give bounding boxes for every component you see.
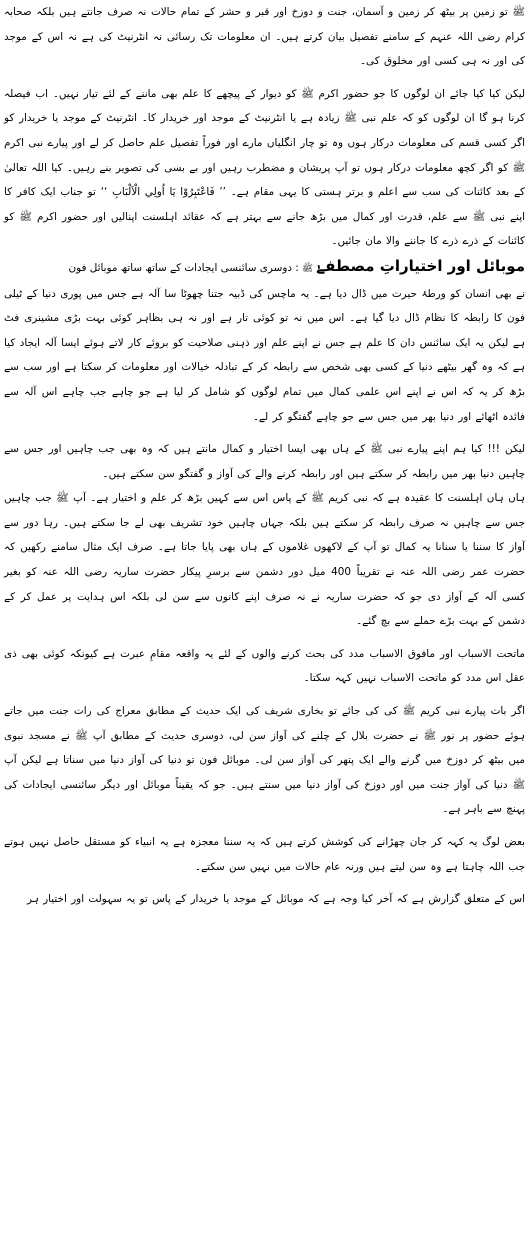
paragraph-5: ہاں ہاں اہلسنت کا عقیدہ ہے کہ نبی کریم ﷺ کے پاس اس سے کہیں بڑھ کر علم و اختیار ہے۔ آپ ﷺ جب چاہیں جس سے چاہیں نہ صرف رابطہ کر سکتے ہیں بلکہ جہاں چاہیں خود تشریف بھی لے جا سکتے ہیں۔ رہا دور سے آواز کا سننا یا سنانا یہ کمال تو آپ کے لاکھوں غلاموں کے ہاں بھی پایا جاتا ہے۔ صرف ایک مثال سامنے رکھیں کہ حضرت عمر رضی اللہ عنہ نے تقریباً 400 میل دور دشمن سے برسرِ پیکار حضرت ساریہ رضی اللہ عنہ کو بغیر کسی آلہ کے آواز دی جو کہ حضرت ساریہ نے نہ صرف اپنے کانوں سے سن لی بلکہ اس ہدایت پر عمل کر کے دشمن کے بہت بڑے حملے سے بچ گئے۔ <box>4 492 525 628</box>
paragraph-gap <box>4 822 525 830</box>
paragraph-gap <box>4 429 525 437</box>
paragraph-2: لیکن کیا کیا جائے ان لوگوں کا جو حضور اکرم ﷺ کو دیوار کے پیچھے کا علم بھی ماننے کے لئے تیار نہیں۔ اب فیصلہ کرنا ہو گا ان لوگوں کو کہ علم نبی ﷺ زیادہ ہے یا انٹرنیٹ کے موجد اور خریدار کا۔ انٹرنیٹ کے موجد یا خریدار کو اگر کسی قسم کی معلومات درکار ہوں وہ تو چار انگلیاں مارے اور فوراً تفصیل علم حاصل کر لے اور پیارے نبی اکرم ﷺ کو اگر کچھ معلومات درکار ہوں تو آپ پریشان و مضطرب رہیں اور بے بسی کی تصویر بنے رہیں۔ کیا اللہ تعالیٰ کے بعد کائنات کی سب سے اعلم و برتر ہستی کا یہی مقام ہے۔ ’’ فَاعْتَبِرُوْا يَا اُولِي الْاَلْبَابِ ‘‘ تو جناب ایک کافر کا اپنے نبی ﷺ سے علم، قدرت اور کمال میں بڑھ جانے سے بہتر ہے کہ عقائد اہلسنت اپنالیں اور حضور اکرم ﷺ کو کائنات کے ذرے ذرے کا جاننے والا مان جائیں۔ <box>4 87 525 248</box>
paragraph-8: بعض لوگ یہ کہہ کر جان چھڑانے کی کوشش کرتے ہیں کہ یہ سننا معجزہ ہے یہ انبیاء کو مستقل حاصل نہیں ہوتے جب اللہ چاہتا ہے وہ سن لیتے ہیں ورنہ عام حالات میں نہیں سن سکتے۔ <box>4 836 525 873</box>
paragraph-gap <box>4 74 525 82</box>
paragraph-gap <box>4 691 525 699</box>
paragraph-9: اس کے متعلق گزارش ہے کہ آخر کیا وجہ ہے کہ موبائل کے موجد یا خریدار کے پاس تو یہ سہولت اور اختیار ہر <box>26 893 525 906</box>
paragraph-gap <box>4 634 525 642</box>
section-heading-line <box>4 254 525 282</box>
paragraph-6: ماتحت الاسباب اور مافوق الاسباب مدد کی بحث کرنے والوں کے لئے یہ واقعہ مقامِ عبرت ہے کیونکہ کوئی بھی ذی عقل اس مدد کو ماتحت الاسباب نہیں کہہ سکتا۔ <box>4 647 525 685</box>
section-lead-text: : دوسری سائنسی ایجادات کے ساتھ ساتھ موبائل فون <box>68 261 299 274</box>
paragraph-3: نے بھی انسان کو ورطۂ حیرت میں ڈال دیا ہے۔ یہ ماچس کی ڈبیہ جتنا چھوٹا سا آلہ ہے جس میں پوری دنیا کے ٹیلی فون کا رابطہ کا نظام ڈال دیا گیا ہے۔ اس میں نہ تو کوئی تار ہے اور نہ ہی بظاہر کوئی بہت بڑی مشینری فٹ ہے لیکن یہ ایک سائنس دان کا علم ہے جس نے اپنے علم اور ذہنی صلاحیت کو بروئے کار لاتے ہوئے ایسا آلہ ایجاد کیا ہے کہ وہ گھر بیٹھے دنیا کے کسی بھی شخص سے رابطہ کر کے تبادلہ خیالات اور معلومات کر سکتا ہے اور سب سے بڑھ کر یہ کہ اس نے اپنے اس علمی کمال میں تمام لوگوں کو شامل کر لیا ہے جو چاہے جب چاہے اس آلہ سے فائدہ اٹھائے اور دنیا بھر میں جس سے جو چاہے گفتگو کر لے۔ <box>4 287 525 423</box>
paragraph-4: لیکن !!! کیا ہم اپنے پیارے نبی ﷺ کے ہاں بھی ایسا اختیار و کمال مانتے ہیں کہ وہ بھی جب چاہیں اور جس سے چاہیں دنیا بھر میں رابطہ کر سکتے ہیں اور رابطہ کرنے والے کی آواز و گفتگو سن سکتے ہیں۔ <box>4 443 525 480</box>
paragraph-gap <box>4 879 525 887</box>
paragraph-7: اگر بات پیارے نبی کریم ﷺ کی کی جائے تو بخاری شریف کی ایک حدیث کے مطابق معراج کی رات جنت میں جاتے ہوئے حضور پر نور ﷺ نے حضرت بلال کے چلنے کی آواز سن لی، دوسری حدیث کے مطابق آپ ﷺ نے مسجد نبوی میں بیٹھ کر دوزخ میں گرنے والے ایک پتھر کی آواز سن لی۔ موبائل فون تو دنیا کی آواز دنیا میں سناتا ہے لیکن آپ ﷺ دنیا کی آواز جنت میں اور دوزخ کی آواز دنیا میں سنتے ہیں۔ جو کہ یقیناً موبائل اور دیگر سائنسی ایجادات کی پہنچ سے باہر ہے۔ <box>4 705 525 816</box>
section-heading: موبائل اور اختیاراتِ مصطفےٰ <box>316 256 525 275</box>
paragraph-1: ﷺ تو زمین پر بیٹھ کر زمین و آسمان، جنت و دوزخ اور قبر و حشر کے تمام حالات نہ صرف جانتے ہیں بلکہ صحابہ کرام رضی اللہ عنہم کے سامنے تفصیل بیان کرتے ہیں۔ ان معلومات تک رسائی نہ انٹرنیٹ کی ہے نہ اس کے موجد کی اور نہ ہی کسی اور مخلوق کی۔ <box>4 6 525 68</box>
section-honorific: ﷺ <box>302 263 313 274</box>
